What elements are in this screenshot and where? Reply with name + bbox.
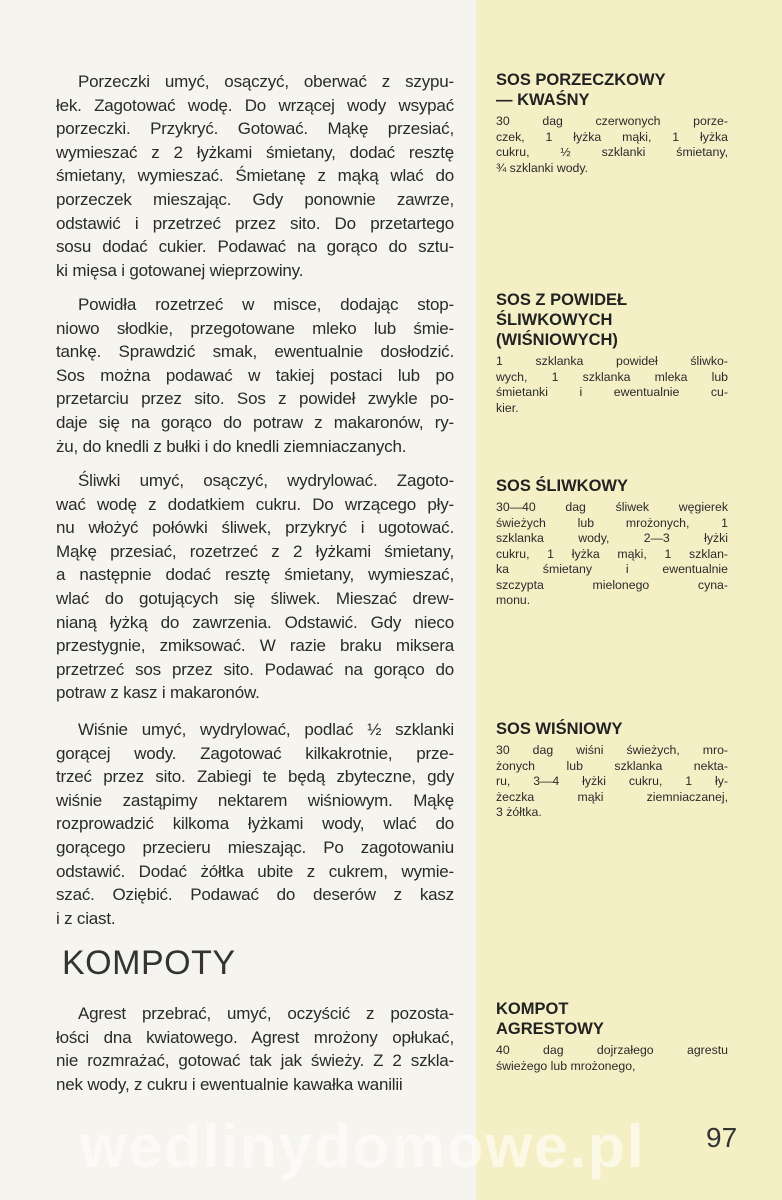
recipe-title-line: KOMPOT [496, 1000, 569, 1018]
text-line: nu włożyć połówki śliwek, przykryć i ugotować. [56, 518, 454, 538]
text-line: gorącej wody. Zagotować kilkakrotnie, prze- [56, 743, 454, 763]
text-line: Agrest przebrać, umyć, oczyścić z pozosta- [78, 1004, 454, 1023]
text-line: ki mięsa i gotowanej wieprzowiny. [56, 260, 304, 280]
text-line: nianą łyżką do zawrzenia. Odstawić. Gdy nieco [56, 612, 454, 632]
text-line: śmietany, wymieszać. Śmietanę z mąką wlać do [56, 166, 454, 186]
ingredient-line: kier. [496, 400, 519, 415]
text-line: odstawić i przetrzeć przez sito. Do przetartego [56, 213, 454, 233]
watermark: wedlinydomowe.pl [80, 1113, 646, 1180]
ingredient-line: 30—40 dag śliwek węgierek [496, 500, 728, 514]
ingredient-line: 30 dag wiśni świeżych, mro- [496, 743, 728, 757]
recipe-title-line: SOS WIŚNIOWY [496, 720, 623, 738]
ingredient-line: 3 żółtka. [496, 805, 542, 819]
recipe-title-line: AGRESTOWY [496, 1020, 604, 1038]
text-line: wiśnie zastąpimy nektarem wiśniowym. Mąkę [56, 790, 454, 810]
recipe-sos-z-powidel [496, 290, 728, 416]
text-line: łek. Zagotować wodę. Do wrzącej wody wsypać [56, 95, 454, 115]
ingredient-line: 30 dag czerwonych porze- [496, 114, 728, 128]
recipe-title [496, 290, 728, 350]
recipe-title-line: SOS Z POWIDEŁ [496, 291, 628, 309]
text-line: wlać do gotujących się śliwek. Mieszać drew- [56, 588, 454, 608]
recipe-title [496, 476, 728, 496]
ingredient-line: ka śmietany i ewentualnie [496, 562, 728, 576]
ingredient-line: monu. [496, 593, 531, 607]
text-line: trzeć przez sito. Zabiegi te będą zbyteczne, gdy [56, 767, 454, 787]
ingredient-line: cukru, ½ szklanki śmietany, [496, 145, 728, 159]
text-line: wymieszać z 2 łyżkami śmietany, dodać resztę [56, 142, 454, 162]
paragraph-sliwkowy [56, 469, 454, 705]
text-line: przestygnie, zmiksować. W razie braku miksera [56, 636, 454, 656]
text-line: szać. Oziębić. Podawać do deserów z kasz [56, 885, 454, 905]
text-line: wać wodę z dodatkiem cukru. Do wrzącego pły- [56, 494, 454, 514]
recipe-title-line: ŚLIWKOWYCH [496, 311, 613, 329]
ingredient-line: 1 szklanka powideł śliwko- [496, 354, 728, 368]
text-line: gorącego przecieru mieszając. Po zagotowaniu [56, 837, 454, 857]
text-line: porzeczki. Przykryć. Gotować. Mąkę przesiać, [56, 119, 454, 139]
ingredient-line: świeżych lub mrożonych, 1 [496, 515, 728, 530]
text-line: niowo słodkie, przegotowane mleko lub śmie- [56, 318, 454, 338]
text-line: Powidła rozetrzeć w misce, dodając stop- [78, 295, 454, 314]
ingredient-line: cukru, 1 łyżka mąki, 1 szklan- [496, 546, 728, 561]
text-line: przetrzeć sos przez sito. Podawać na gorąco do [56, 659, 454, 679]
ingredient-line: 40 dag dojrzałego agrestu [496, 1043, 728, 1057]
recipe-sos-porzeczkowy [496, 70, 728, 176]
recipe-title-line: SOS ŚLIWKOWY [496, 477, 628, 495]
section-title: KOMPOTY [62, 944, 236, 982]
ingredient-line: żeczka mąki ziemniaczanej, [496, 789, 728, 804]
recipe-title [496, 999, 728, 1039]
ingredient-line: wych, 1 szklanka mleka lub [496, 369, 728, 384]
text-line: nek wody, z cukru i ewentualnie kawałka wanilii [56, 1074, 403, 1094]
text-line: łości dna kwiatowego. Agrest mrożony opłukać, [56, 1027, 454, 1047]
ingredient-line: żonych lub szklanka nekta- [496, 758, 728, 773]
recipe-sos-sliwkowy [496, 476, 728, 609]
recipe-kompot-agrestowy [496, 999, 728, 1074]
text-line: potraw z kasz i makaronów. [56, 683, 260, 703]
text-line: Sos można podawać w takiej postaci lub po [56, 365, 454, 385]
text-line: a następnie dodać resztę śmietany, wymieszać, [56, 565, 454, 585]
text-line: rozprowadzić kilkoma łyżkami wody, wlać do [56, 814, 454, 834]
text-line: Porzeczki umyć, osączyć, oberwać z szypu- [78, 72, 454, 91]
text-line: daje się na gorąco do potraw z makaronów, ry- [56, 412, 454, 432]
paragraph-powidla [56, 293, 454, 458]
ingredient-line: ru, 3—4 łyżki cukru, 1 ły- [496, 774, 728, 788]
text-line: nie rozmrażać, gotować tak jak świeży. Z 2 szkla- [56, 1051, 454, 1071]
text-line: przetarciu przez sito. Sos z powideł zwykle po- [56, 389, 454, 409]
recipe-title-line: — KWAŚNY [496, 91, 590, 109]
text-line: Mąkę przesiać, rozetrzeć z 2 łyżkami śmietany, [56, 541, 454, 561]
ingredient-line: śmietanki i ewentualnie cu- [496, 385, 728, 399]
text-line: porzeczek mieszając. Gdy ponownie zawrze, [56, 189, 454, 209]
recipe-title [496, 719, 728, 739]
recipe-title [496, 70, 728, 110]
text-line: odstawić. Dodać żółtka ubite z cukrem, wymie- [56, 861, 454, 881]
paragraph-wisniowy [56, 718, 454, 930]
ingredient-line: czek, 1 łyżka mąki, 1 łyżka [496, 129, 728, 144]
text-line: i z ciast. [56, 908, 116, 928]
text-line: tankę. Sprawdzić smak, ewentualnie dosłodzić. [56, 342, 454, 362]
text-line: Wiśnie umyć, wydrylować, podlać ½ szklanki [78, 720, 454, 739]
recipe-title-line: (WIŚNIOWYCH) [496, 331, 618, 349]
ingredient-line: świeżego lub mrożonego, [496, 1058, 636, 1073]
ingredient-line: szklanka wody, 2—3 łyżki [496, 531, 728, 545]
recipe-title-line: SOS PORZECZKOWY [496, 71, 666, 89]
text-line: Śliwki umyć, osączyć, wydrylować. Zagoto- [78, 471, 454, 490]
ingredient-line: ¾ szklanki wody. [496, 160, 589, 175]
recipe-sos-wisniowy [496, 719, 728, 821]
ingredient-line: szczypta mielonego cyna- [496, 577, 728, 592]
text-line: żu, do knedli z bułki i do knedli ziemniaczanych. [56, 436, 407, 456]
paragraph-agrest [56, 1002, 454, 1096]
page-number: 97 [706, 1122, 738, 1153]
paragraph-porzeczkowy [56, 70, 454, 282]
text-line: sosu dodać cukier. Podawać na gorąco do sztu- [56, 237, 454, 257]
